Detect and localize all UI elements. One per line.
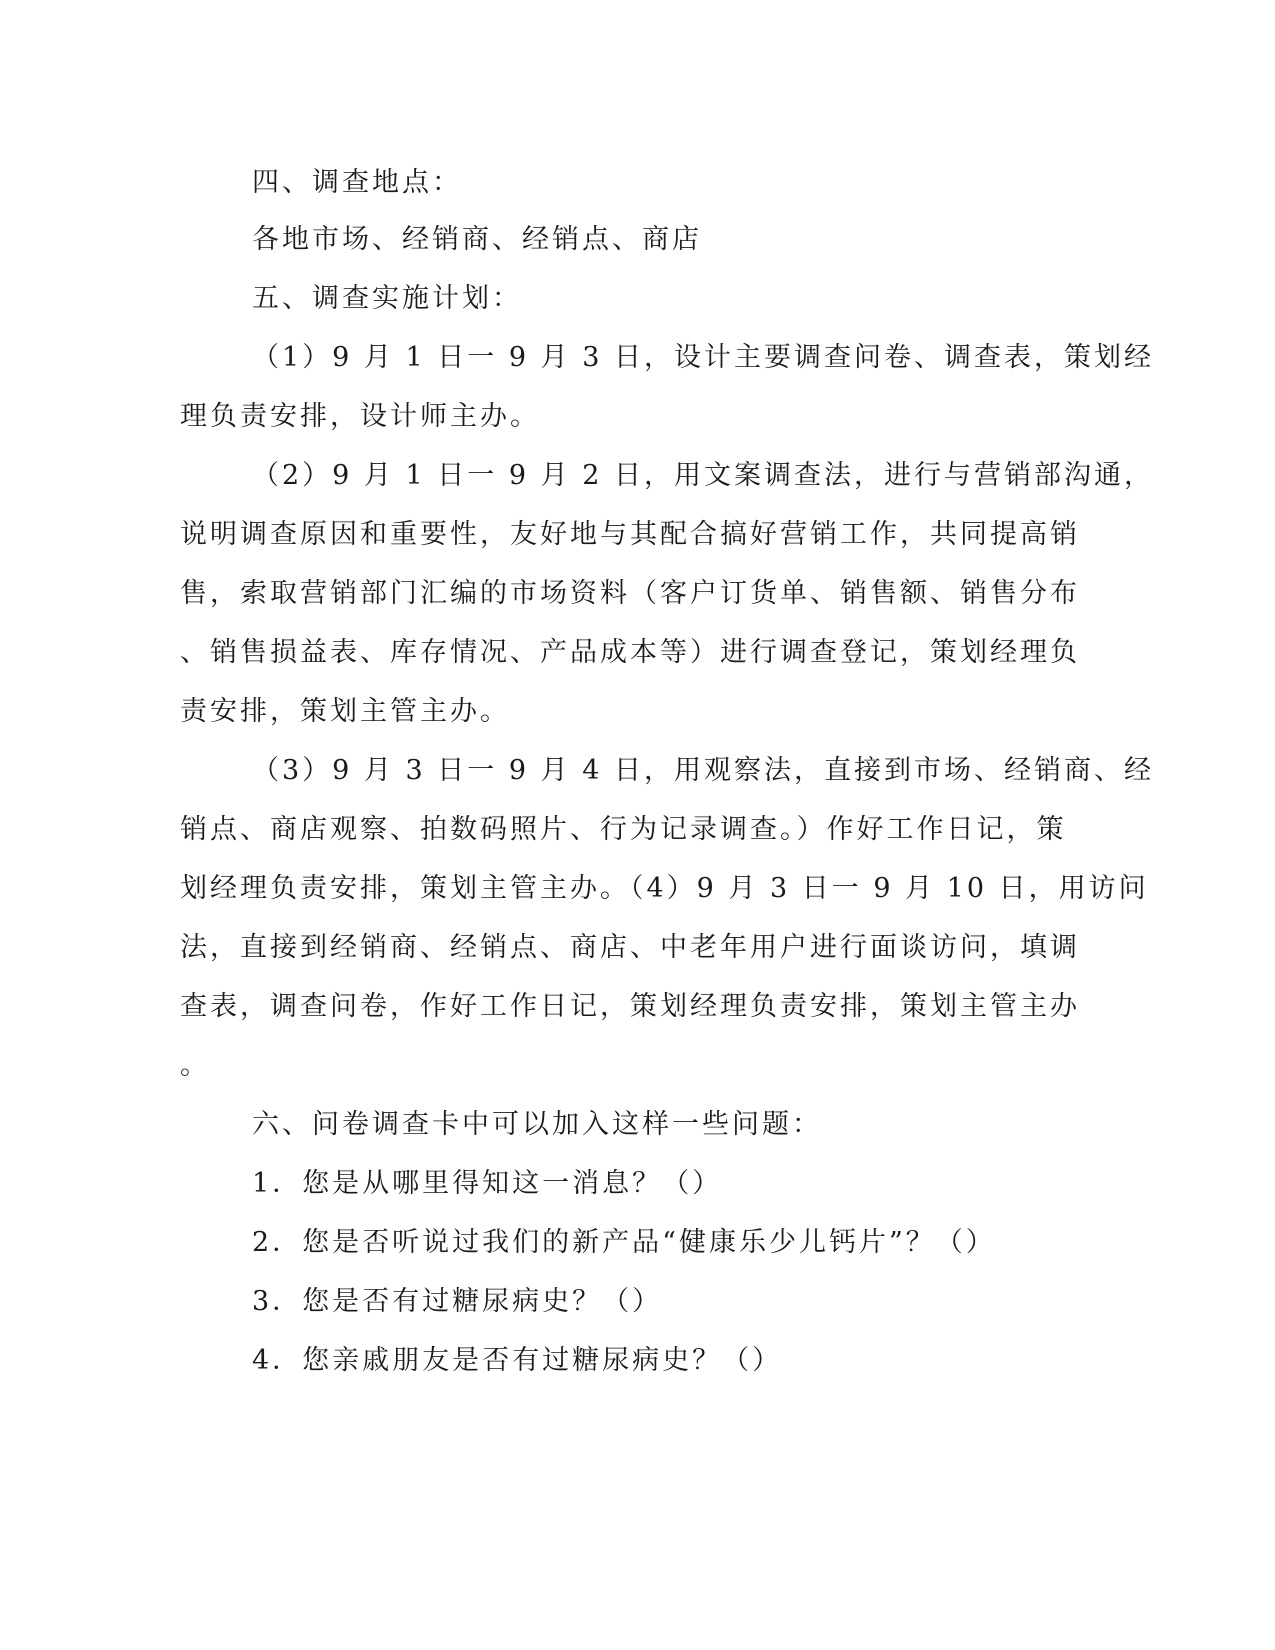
plan-item-3-line-6: 。 bbox=[180, 1050, 210, 1081]
section-heading-location: 四、调查地点： bbox=[252, 167, 462, 198]
question-4: 4．您亲戚朋友是否有过糖尿病史？（） bbox=[252, 1345, 783, 1376]
section-heading-plan: 五、调查实施计划： bbox=[252, 283, 522, 314]
plan-item-3-line-2: 销点、商店观察、拍数码照片、行为记录调查。）作好工作日记，策 bbox=[180, 814, 1067, 845]
question-3: 3．您是否有过糖尿病史？（） bbox=[252, 1286, 663, 1317]
plan-item-2-line-1: （2）9 月 1 日一 9 月 2 日，用文案调查法，进行与营销部沟通， bbox=[252, 460, 1154, 491]
plan-item-3-line-1: （3）9 月 3 日一 9 月 4 日，用观察法，直接到市场、经销商、经 bbox=[252, 755, 1154, 786]
location-list: 各地市场、经销商、经销点、商店 bbox=[252, 224, 702, 255]
section-heading-questionnaire: 六、问卷调查卡中可以加入这样一些问题： bbox=[252, 1109, 822, 1140]
question-1: 1．您是从哪里得知这一消息？（） bbox=[252, 1168, 723, 1199]
plan-item-2-line-5: 责安排，策划主管主办。 bbox=[180, 696, 510, 727]
plan-item-3-line-4: 法，直接到经销商、经销点、商店、中老年用户进行面谈访问，填调 bbox=[180, 932, 1080, 963]
plan-item-2-line-4: 、销售损益表、库存情况、产品成本等）进行调查登记，策划经理负 bbox=[180, 637, 1080, 668]
plan-item-3-line-3: 划经理负责安排，策划主管主办。（4）9 月 3 日一 9 月 10 日，用访问 bbox=[180, 873, 1149, 904]
plan-item-2-line-2: 说明调查原因和重要性，友好地与其配合搞好营销工作，共同提高销 bbox=[180, 519, 1080, 550]
plan-item-2-line-3: 售，索取营销部门汇编的市场资料（客户订货单、销售额、销售分布 bbox=[180, 578, 1080, 609]
plan-item-1-line-1: （1）9 月 1 日一 9 月 3 日，设计主要调查问卷、调查表，策划经 bbox=[252, 342, 1154, 373]
question-2: 2．您是否听说过我们的新产品“健康乐少儿钙片”？（） bbox=[252, 1227, 996, 1258]
plan-item-1-line-2: 理负责安排，设计师主办。 bbox=[180, 401, 540, 432]
plan-item-3-line-5: 查表，调查问卷，作好工作日记，策划经理负责安排，策划主管主办 bbox=[180, 991, 1080, 1022]
